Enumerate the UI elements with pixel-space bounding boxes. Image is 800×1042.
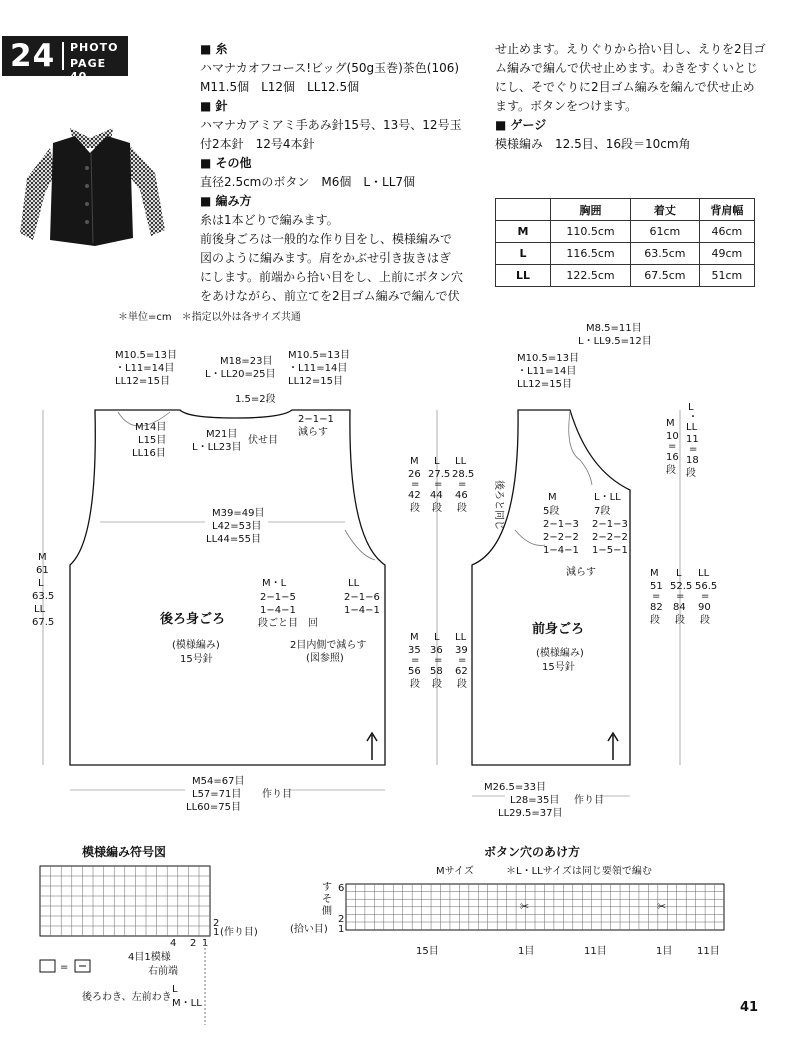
needle-line-1: ハマナカアミアミ手あみ針15号、13号、12号玉 xyxy=(200,118,462,132)
dim-text: = xyxy=(701,591,710,602)
gauge-line: 模様編み 12.5目、16段＝10cm角 xyxy=(495,137,691,151)
dim-text: 段 xyxy=(650,615,660,626)
dim-text: = xyxy=(411,479,420,490)
right-front-label: 右前端 xyxy=(148,966,178,977)
dim-text: 39 xyxy=(455,645,468,656)
photo-label: PHOTO xyxy=(70,41,119,54)
bind-label: 伏せ目 xyxy=(248,435,278,446)
front-stitch: (模様編み) xyxy=(536,648,584,659)
yarn-line-2: M11.5個 L12個 LL12.5個 xyxy=(200,80,360,94)
dim-text: = xyxy=(652,591,661,602)
buttonhole-title: ボタン穴のあけ方 xyxy=(484,845,581,859)
front-neck-m-4: 1−4−1 xyxy=(543,545,579,556)
table-cell: 63.5cm xyxy=(631,243,700,265)
method-line-3: 図のように編みます。肩をかぶせ引き抜きはぎ xyxy=(200,251,452,265)
scissors-icon: ✂ xyxy=(657,900,667,913)
front-side-height xyxy=(650,568,717,626)
neck-dec: 2−1−1 xyxy=(298,414,334,425)
dim-text: 27.5 xyxy=(428,469,451,480)
count-15: 15目 xyxy=(416,946,439,957)
size-label: LL xyxy=(496,265,551,287)
table-cell: 51cm xyxy=(699,265,754,287)
dim-text: = xyxy=(434,655,443,666)
dim-text: 36 xyxy=(430,645,443,656)
row-1: 1 xyxy=(213,927,220,938)
front-base-ll: LL29.5=37目 xyxy=(498,808,563,819)
repeat-label: 4目1模様 xyxy=(128,952,171,963)
front-cast-on: 作り目 xyxy=(574,795,604,806)
bind-l: L・LL23目 xyxy=(192,442,242,453)
base-l: L57=71目 xyxy=(192,789,242,800)
count-1b: 1目 xyxy=(656,946,673,957)
side-label-2: そ xyxy=(322,894,332,905)
neck-side-l: L15目 xyxy=(138,435,167,446)
chest-m: M39=49目 xyxy=(212,508,265,519)
dim-text: 51 xyxy=(650,581,663,592)
table-cell: 49cm xyxy=(699,243,754,265)
neck-dec-label: 減らす xyxy=(298,427,328,438)
size-label: L xyxy=(496,243,551,265)
table-row xyxy=(496,221,755,243)
size-header-chest: 胸囲 xyxy=(551,199,631,221)
dim-text: L xyxy=(434,456,440,467)
m-size-label: Mサイズ xyxy=(436,866,474,877)
table-cell: 116.5cm xyxy=(551,243,631,265)
gauge-heading: ■ ゲージ xyxy=(495,118,547,132)
table-cell: 110.5cm xyxy=(551,221,631,243)
size-table-header xyxy=(496,199,755,221)
method-line-4: にします。前端から拾い目をし、上前にボタン穴 xyxy=(200,270,464,284)
dim-text: M xyxy=(410,632,419,643)
count-1a: 1目 xyxy=(518,946,535,957)
height-l: L xyxy=(38,578,44,589)
front-neck-height xyxy=(666,402,699,479)
front-top-l: L・LL9.5=12目 xyxy=(578,336,652,347)
yarn-line-1: ハマナカオフコース!ビッグ(50g玉巻)茶色(106) xyxy=(200,61,460,75)
pattern-number: 24 xyxy=(10,38,56,74)
back-stitch: (模様編み) xyxy=(172,640,220,651)
dim-text: 84 xyxy=(673,602,686,613)
back-title: 後ろ身ごろ xyxy=(160,612,226,627)
arm-ll-head: LL xyxy=(348,578,360,589)
method-line-8: にし、そでぐりに2目ゴム編みを編んで伏せ止め xyxy=(495,80,755,94)
needle-heading: ■ 針 xyxy=(200,99,228,113)
height-ll: LL xyxy=(34,604,46,615)
chest-ll: LL44=55目 xyxy=(206,534,261,545)
front-body-outline xyxy=(472,410,630,765)
dim-text: = xyxy=(668,441,677,452)
front-title: 前身ごろ xyxy=(532,622,585,637)
stitch-chart xyxy=(0,840,300,1040)
yarn-heading: ■ 糸 xyxy=(200,42,228,56)
col-4: 4 xyxy=(170,938,177,949)
dim-text: L xyxy=(434,632,440,643)
count-11a: 11目 xyxy=(584,946,607,957)
stitch-chart-title: 模様編み符号図 xyxy=(82,845,167,859)
shoulder-r-l: ・L11=14目 xyxy=(288,363,348,374)
l-size-label: L xyxy=(172,984,178,995)
unit-note: ＊単位=cm ＊指定以外は各サイズ共通 xyxy=(118,312,301,323)
buttonhole-chart xyxy=(290,840,740,970)
same-as-back: 後ろと同じ xyxy=(493,480,504,530)
needle-line-2: 付2本針 12号4本針 xyxy=(200,137,315,151)
dim-text: 26 xyxy=(408,469,421,480)
shoulder-l-l: ・L11=14目 xyxy=(115,363,175,374)
dim-text: 段 xyxy=(666,465,676,476)
symbol-blank xyxy=(40,960,55,972)
pattern-number-badge xyxy=(2,36,128,83)
front-neck-m-2: 2−1−3 xyxy=(543,519,579,530)
front-neck-m-1: 5段 xyxy=(543,506,560,517)
base-m: M54=67目 xyxy=(192,776,245,787)
method-line-7: ム編みで編んで伏せ止めます。わきをすくいとじ xyxy=(495,61,759,75)
dim-text: LL xyxy=(698,568,710,579)
front-top-m: M8.5=11目 xyxy=(586,323,642,334)
arm-ll-2: 1−4−1 xyxy=(344,605,380,616)
front-neck-ll-2: 2−1−3 xyxy=(592,519,628,530)
size-header-blank xyxy=(496,199,551,221)
instructions-column xyxy=(495,40,766,154)
front-neck-ll-4: 1−5−1 xyxy=(592,545,628,556)
arm-ml-2: 1−4−1 xyxy=(260,605,296,616)
back-body-outline xyxy=(70,410,385,765)
count-11b: 11目 xyxy=(697,946,720,957)
table-row xyxy=(496,243,755,265)
bh-row-2: 2 xyxy=(338,914,345,925)
dim-text: 52.5 xyxy=(670,581,693,592)
dim-text: M xyxy=(650,568,659,579)
mid-bottom-dims xyxy=(408,632,468,690)
side-label-1: す xyxy=(322,882,332,893)
dim-text: = xyxy=(676,591,685,602)
dim-text: 35 xyxy=(408,645,421,656)
buttonhole-grid-lines xyxy=(346,884,724,930)
arm-ml-head: M・L xyxy=(262,578,287,589)
materials-column xyxy=(200,40,463,306)
table-cell: 61cm xyxy=(631,221,700,243)
dim-text: 42 xyxy=(408,490,421,501)
pick-up-label: (拾い目) xyxy=(290,924,328,935)
arm-ll-1: 2−1−6 xyxy=(344,592,380,603)
front-neck-detail xyxy=(569,412,592,485)
dim-text: 56 xyxy=(408,666,421,677)
chest-l: L42=53目 xyxy=(212,521,262,532)
front-dec-label: 減らす xyxy=(566,567,596,578)
height-ll-val: 67.5 xyxy=(32,617,55,628)
back-side-label: 後ろわき、左前わき xyxy=(82,992,172,1003)
dim-text: 82 xyxy=(650,602,663,613)
dim-text: = xyxy=(434,479,443,490)
size-note: ＊L・LLサイズは同じ要領で編む xyxy=(506,866,652,877)
shoulder-l-m: M10.5=13目 xyxy=(115,350,177,361)
dim-text: 10 xyxy=(666,431,679,442)
badge-divider xyxy=(62,42,64,70)
bh-row-1: 1 xyxy=(338,924,345,935)
neck-rows: 1.5=2段 xyxy=(235,394,276,405)
front-neck-ll-head: L・LL xyxy=(594,492,621,503)
method-heading: ■ 編み方 xyxy=(200,194,252,208)
dim-text: = xyxy=(411,655,420,666)
front-neck-m-head: M xyxy=(548,492,557,503)
table-cell: 67.5cm xyxy=(631,265,700,287)
method-line-9: ます。ボタンをつけます。 xyxy=(495,99,638,113)
dim-text: ・ xyxy=(688,412,698,423)
arm-ml-3: 段ごと目 回 xyxy=(258,618,318,629)
size-label: M xyxy=(496,221,551,243)
front-sh-m: M10.5=13目 xyxy=(517,353,579,364)
dim-text: LL xyxy=(455,632,467,643)
front-armhole-detail xyxy=(515,530,545,545)
mid-top-dims xyxy=(408,456,474,514)
method-line-5: をあけながら、前立てを2目ゴム編みで編んで伏 xyxy=(200,289,460,303)
other-heading: ■ その他 xyxy=(200,156,252,170)
front-neck-ll-3: 2−2−2 xyxy=(592,532,628,543)
dim-text: = xyxy=(458,479,467,490)
height-l-val: 63.5 xyxy=(32,591,55,602)
height-m: M xyxy=(38,552,47,563)
dim-text: = xyxy=(689,444,698,455)
schematic-diagram xyxy=(0,300,800,820)
dim-text: 46 xyxy=(455,490,468,501)
shoulder-r-m: M10.5=13目 xyxy=(288,350,350,361)
symbol-equals: = xyxy=(60,962,69,973)
front-sh-l: ・L11=14目 xyxy=(517,366,577,377)
neck-side-m: M14目 xyxy=(135,422,167,433)
dim-text: 段 xyxy=(675,615,685,626)
front-needle: 15号針 xyxy=(542,662,575,673)
dim-text: 段 xyxy=(432,679,442,690)
method-line-1: 糸は1本どりで編みます。 xyxy=(200,213,339,227)
dim-text: 58 xyxy=(430,666,443,677)
dim-text: LL xyxy=(455,456,467,467)
dim-text: 段 xyxy=(457,679,467,690)
dim-text: 56.5 xyxy=(695,581,718,592)
front-base-m: M26.5=33目 xyxy=(484,782,546,793)
front-base-l: L28=35目 xyxy=(510,795,560,806)
size-header-length: 着丈 xyxy=(631,199,700,221)
dim-text: 16 xyxy=(666,452,679,463)
table-row xyxy=(496,265,755,287)
dim-text: 28.5 xyxy=(452,469,475,480)
table-cell: 46cm xyxy=(699,221,754,243)
dim-text: 段 xyxy=(410,503,420,514)
table-cell: 122.5cm xyxy=(551,265,631,287)
dim-text: = xyxy=(458,655,467,666)
dim-text: 11 xyxy=(686,434,699,445)
col-1: 1 xyxy=(202,938,209,949)
front-neck-m-3: 2−2−2 xyxy=(543,532,579,543)
cast-on-label: (作り目) xyxy=(220,927,258,938)
dim-text: 段 xyxy=(457,503,467,514)
back-needle: 15号針 xyxy=(180,654,213,665)
arm-note-2: (図参照) xyxy=(306,653,344,664)
dim-text: 段 xyxy=(432,503,442,514)
mll-size-label: M・LL xyxy=(172,998,202,1009)
dim-text: 段 xyxy=(686,468,696,479)
side-label-3: 側 xyxy=(322,906,332,917)
size-header-shoulder: 背肩幅 xyxy=(699,199,754,221)
dim-text: M xyxy=(666,418,675,429)
arm-note-1: 2目内側で減らす xyxy=(290,640,367,651)
stitch-grid-lines xyxy=(40,866,210,936)
col-2: 2 xyxy=(190,938,197,949)
dim-text: L xyxy=(688,402,694,413)
base-ll: LL60=75目 xyxy=(186,802,241,813)
row-2: 2 xyxy=(213,918,220,929)
back-armhole-detail xyxy=(345,530,375,560)
method-line-2: 前後身ごろは一般的な作り目をし、模様編みで xyxy=(200,232,453,246)
front-sh-ll: LL12=15目 xyxy=(517,379,572,390)
other-line-1: 直径2.5cmのボタン M6個 L・LL7個 xyxy=(200,175,416,189)
dim-text: 44 xyxy=(430,490,443,501)
dim-text: LL xyxy=(686,422,698,433)
dim-text: 段 xyxy=(410,679,420,690)
size-table xyxy=(495,198,755,287)
photo-page: PAGE 40 xyxy=(70,57,107,83)
dim-text: M xyxy=(410,456,419,467)
bind-m: M21目 xyxy=(206,429,238,440)
shoulder-r-ll: LL12=15目 xyxy=(288,376,343,387)
neck-width-l: L・LL20=25目 xyxy=(205,369,276,380)
neck-side-ll: LL16目 xyxy=(132,448,166,459)
garment-photo xyxy=(15,118,175,263)
scissors-icon: ✂ xyxy=(520,900,530,913)
bh-row-6: 6 xyxy=(338,883,345,894)
page-number: 41 xyxy=(740,1000,759,1015)
dim-text: L xyxy=(676,568,682,579)
dim-text: 段 xyxy=(700,615,710,626)
dim-text: 18 xyxy=(686,455,699,466)
back-cast-on: 作り目 xyxy=(262,789,292,800)
dim-text: 62 xyxy=(455,666,468,677)
neck-width-m: M18=23目 xyxy=(220,356,273,367)
arm-ml-1: 2−1−5 xyxy=(260,592,296,603)
height-m-val: 61 xyxy=(36,565,49,576)
method-line-6: せ止めます。えりぐりから拾い目し、えりを2目ゴ xyxy=(495,42,766,56)
front-neck-ll-1: 7段 xyxy=(594,506,611,517)
shoulder-l-ll: LL12=15目 xyxy=(115,376,170,387)
dim-text: 90 xyxy=(698,602,711,613)
